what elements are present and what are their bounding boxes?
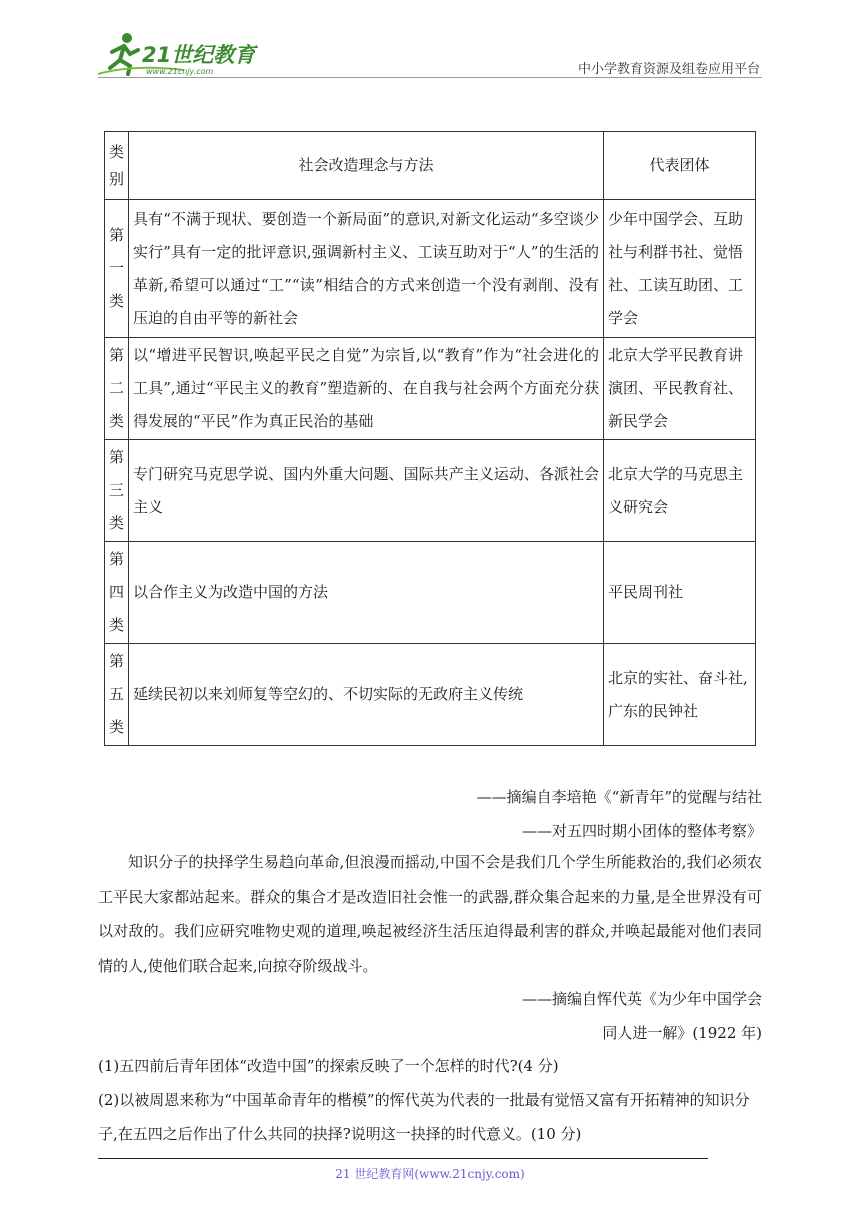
header-divider [98,77,762,78]
source-citation-line: 同人进一解》(1922 年) [602,1024,762,1042]
row-groups: 北京大学的马克思主义研究会 [604,440,756,542]
footer-divider [98,1158,708,1159]
row-theory: 具有“不满于现状、要创造一个新局面”的意识,对新文化运动“多空谈少实行”具有一定的批评意识,强调新村主义、工读互助对于“人”的生活的革新,希望可以通过“工”“读”相结合的方式来创造一个没有剥削、没有压迫的自由平等的新社会 [129,200,604,338]
row-category: 第 三 类 [105,440,129,542]
row-theory: 专门研究马克思学说、国内外重大问题、国际共产主义运动、各派社会主义 [129,440,604,542]
table-row [105,440,756,542]
row-category: 第 二 类 [105,338,129,440]
table-row [105,542,756,644]
row-category: 第 五 类 [105,644,129,746]
table-row [105,338,756,440]
header-platform-text: 中小学教育资源及组卷应用平台 [577,62,760,77]
table-row [105,644,756,746]
source-citation-line: ——摘编自恽代英《为少年中国学会 [521,990,762,1008]
question-1: (1)五四前后青年团体“改造中国”的探索反映了一个怎样的时代?(4 分) [98,1057,559,1075]
reform-groups-table [104,131,756,746]
header-theory: 社会改造理念与方法 [129,132,604,200]
quote-paragraph: 知识分子的抉择学生易趋向革命,但浪漫而摇动,中国不会是我们几个学生所能救治的,我们必须农工平民大家都站起来。群众的集合才是改造旧社会惟一的武器,群众集合起来的力量,是全世界没有可以对敌的。我们应研究唯物史观的道理,唤起被经济生活压迫得最利害的群众,并唤起最能对他们表同情的人,使他们联合起来,向掠夺阶级战斗。 [98,853,762,975]
logo-url: www.21cnjy.com [146,67,214,76]
row-theory: 延续民初以来刘师复等空幻的、不切实际的无政府主义传统 [129,644,604,746]
row-category: 第 一 类 [105,200,129,338]
row-groups: 北京的实社、奋斗社,广东的民钟社 [604,644,756,746]
header-category: 类别 [105,132,129,200]
footer-site-text[interactable]: 21 世纪教育网(www.21cnjy.com) [335,1167,525,1181]
site-logo [94,30,264,78]
source-citation-line: ——摘编自李培艳《“新青年”的觉醒与结社 [476,788,762,806]
row-theory: 以“增进平民智识,唤起平民之自觉”为宗旨,以“教育”作为“社会进化的工具”,通过“平民主义的教育”塑造新的、在自我与社会两个方面充分获得发展的“平民”作为真正民治的基础 [129,338,604,440]
question-2: (2)以被周恩来称为“中国革命青年的楷模”的恽代英为代表的一批最有觉悟又富有开拓精神的知识分子,在五四之后作出了什么共同的抉择?说明这一抉择的时代意义。(10 分) [98,1091,750,1143]
row-groups: 北京大学平民教育讲演团、平民教育社、新民学会 [604,338,756,440]
row-category: 第 四 类 [105,542,129,644]
table-header-row [105,132,756,200]
table-row [105,200,756,338]
header-groups: 代表团体 [604,132,756,200]
row-groups: 少年中国学会、互助社与利群书社、觉悟社、工读互助团、工学会 [604,200,756,338]
row-groups: 平民周刊社 [604,542,756,644]
source-citation-line: ——对五四时期小团体的整体考察》 [521,822,762,840]
row-theory: 以合作主义为改造中国的方法 [129,542,604,644]
logo-text: 21世纪教育 [142,43,256,67]
